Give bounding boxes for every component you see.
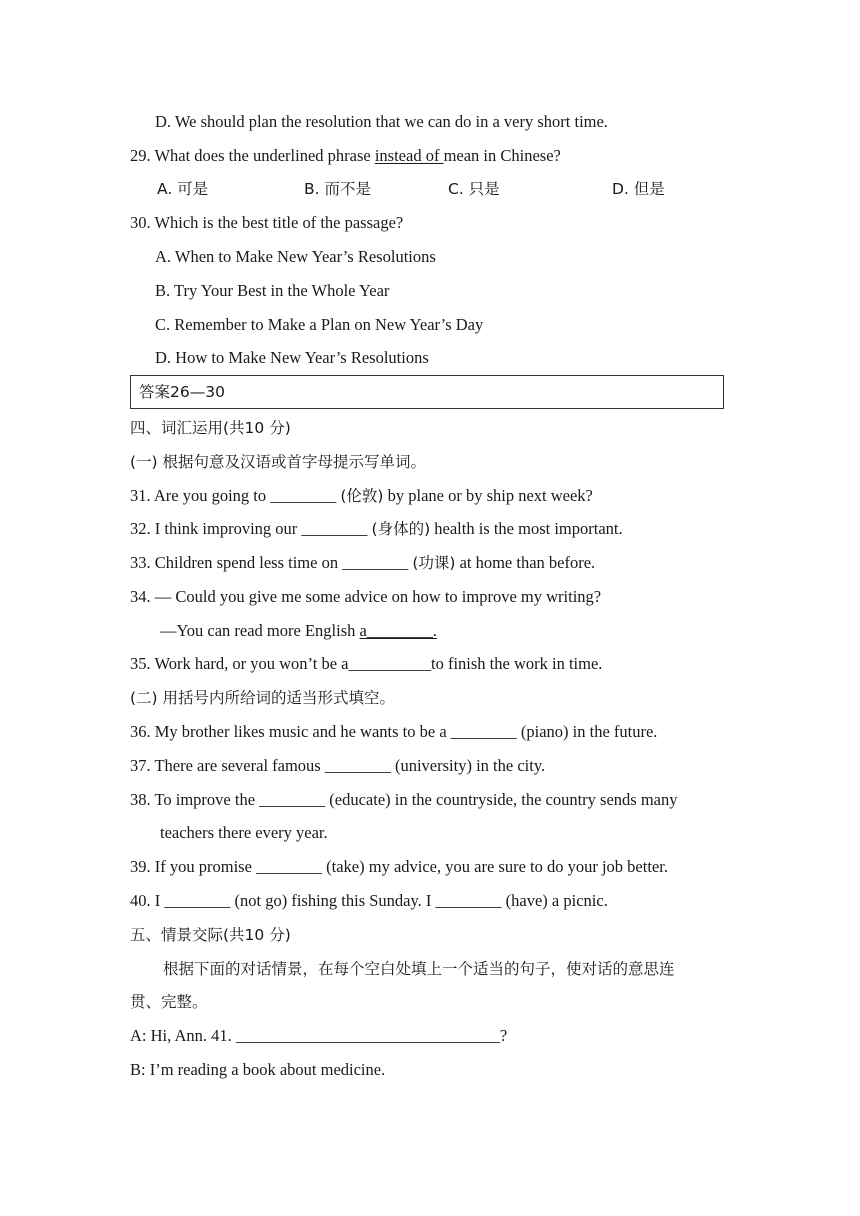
- q29-option-a: A. 可是: [157, 180, 209, 198]
- q29-stem: [130, 145, 561, 167]
- q39: 39. If you promise ________ (take) my advice, you are sure to do your job better.: [130, 857, 668, 876]
- section4-part2-title: (二) 用括号内所给词的适当形式填空。: [130, 689, 396, 707]
- q33: [130, 552, 595, 574]
- section4-title: 四、词汇运用(共10 分): [130, 419, 291, 437]
- q32: [130, 518, 623, 540]
- section5-instruction-line1: 根据下面的对话情景，在每个空白处填上一个适当的句子，使对话的意思连: [163, 960, 675, 978]
- q35-text-end: to finish the work in time.: [431, 654, 603, 673]
- q34-blank: a________.: [359, 621, 437, 640]
- q31-text: 31. Are you going to ________: [130, 486, 341, 505]
- q30-option-b: B. Try Your Best in the Whole Year: [155, 281, 390, 300]
- q31: [130, 485, 593, 507]
- q33-text-end: at home than before.: [455, 553, 596, 572]
- q31-text-end: by plane or by ship next week?: [383, 486, 593, 505]
- dialog-line-a: A: Hi, Ann. 41. ________________________________?: [130, 1026, 508, 1045]
- q29-stem-before: 29. What does the underlined phrase: [130, 146, 375, 165]
- q40: 40. I ________ (not go) fishing this Sunday. I ________ (have) a picnic.: [130, 891, 608, 910]
- q38-line1: 38. To improve the ________ (educate) in the countryside, the country sends many: [130, 790, 678, 809]
- q32-hint: (身体的): [371, 520, 431, 538]
- dialog-line-b: B: I’m reading a book about medicine.: [130, 1060, 386, 1079]
- q29-option-d: D. 但是: [612, 180, 665, 198]
- q33-text: 33. Children spend less time on ________: [130, 553, 413, 572]
- q30-stem: 30. Which is the best title of the passage?: [130, 213, 404, 232]
- q32-text-end: health is the most important.: [430, 519, 623, 538]
- q32-text: 32. I think improving our ________: [130, 519, 372, 538]
- q31-hint: (伦敦): [340, 487, 384, 505]
- section4-part1-title: (一) 根据句意及汉语或首字母提示写单词。: [130, 453, 427, 471]
- q37: 37. There are several famous ________ (university) in the city.: [130, 756, 546, 775]
- q34-line2-text: —You can read more English: [160, 621, 360, 640]
- q29-options: [0, 178, 860, 200]
- q33-hint: (功课): [412, 554, 456, 572]
- section5-instruction-line2: 贯、完整。: [130, 993, 208, 1011]
- q29-stem-after: mean in Chinese?: [443, 146, 561, 165]
- section5-title: 五、情景交际(共10 分): [130, 926, 291, 944]
- q30-option-c: C. Remember to Make a Plan on New Year’s Day: [155, 315, 484, 334]
- answer-box-label: 答案26—30: [139, 383, 225, 401]
- q29-option-b: B. 而不是: [304, 180, 371, 198]
- q29-option-c: C. 只是: [448, 180, 500, 198]
- answer-box[interactable]: [130, 375, 724, 409]
- q34-line1: 34. — Could you give me some advice on how to improve my writing?: [130, 587, 602, 606]
- q35-blank: a__________: [341, 654, 431, 673]
- q38-line2: teachers there every year.: [160, 823, 328, 842]
- q35: [130, 653, 602, 675]
- q29-underlined-phrase: instead of: [374, 146, 444, 165]
- q34-line2: [160, 620, 437, 642]
- q36: 36. My brother likes music and he wants to be a ________ (piano) in the future.: [130, 722, 658, 741]
- q35-text: 35. Work hard, or you won’t be: [130, 654, 342, 673]
- q30-option-a: A. When to Make New Year’s Resolutions: [155, 247, 436, 266]
- q28-option-d: D. We should plan the resolution that we can do in a very short time.: [155, 112, 608, 131]
- q30-option-d: D. How to Make New Year’s Resolutions: [155, 348, 429, 367]
